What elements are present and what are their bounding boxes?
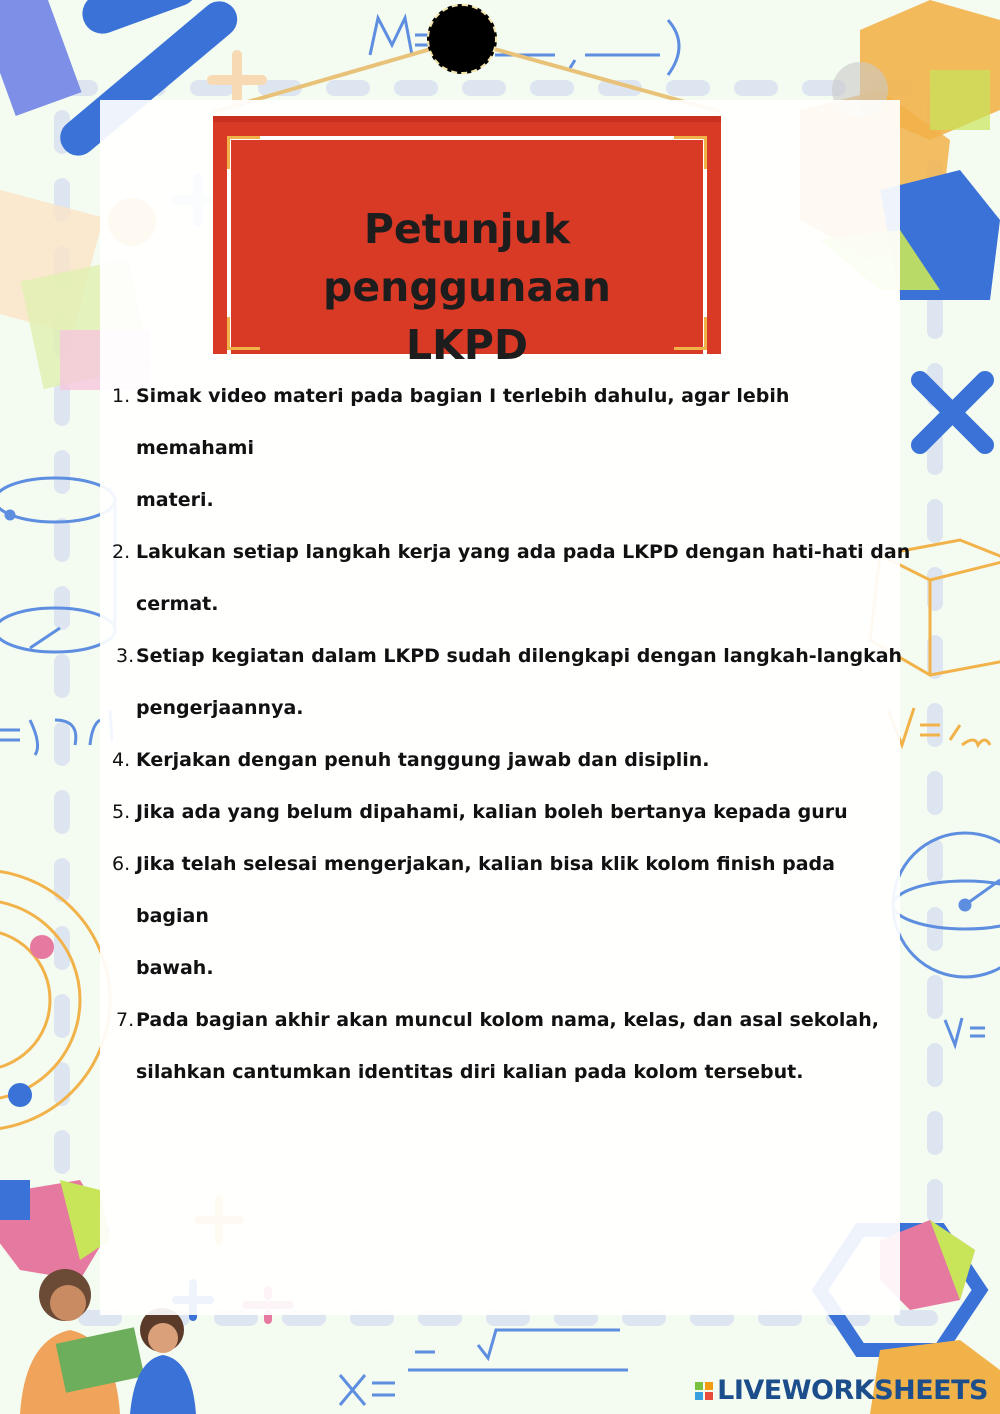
instruction-list [112, 370, 912, 1098]
mark-square-orange [705, 1382, 713, 1390]
instruction-text-continued: cermat. [136, 593, 219, 615]
instruction-text-continued: bawah. [136, 957, 214, 979]
instruction-number: 5. [112, 801, 131, 823]
instruction-text: Lakukan setiap langkah kerja yang ada pada LKPD dengan hati-hati dan [136, 541, 911, 563]
page-title-line-1: Petunjuk penggunaan [323, 205, 611, 311]
instruction-number: 1. [112, 385, 131, 407]
instruction-number: 6. [112, 853, 131, 875]
instruction-text: Kerjakan dengan penuh tanggung jawab dan disiplin. [136, 749, 710, 771]
instruction-number: 4. [112, 749, 131, 771]
liveworksheets-mark-icon [695, 1382, 713, 1400]
instruction-number: 3. [116, 645, 135, 667]
corner-bracket-icon [674, 136, 707, 169]
instruction-text: Simak video materi pada bagian I terlebih dahulu, agar lebih memahami [136, 385, 790, 459]
liveworksheets-logo[interactable] [695, 1375, 988, 1406]
instruction-item-5 [112, 786, 912, 838]
corner-bracket-icon [227, 136, 260, 169]
instruction-item-4 [112, 734, 912, 786]
instruction-text-continued: silahkan cantumkan identitas diri kalian pada kolom tersebut. [136, 1061, 804, 1083]
midpoint-formula-icon [370, 18, 679, 75]
title-banner [213, 116, 721, 369]
instruction-number: 2. [112, 541, 131, 563]
instruction-text: Jika telah selesai mengerjakan, kalian bisa klik kolom finish pada bagian [136, 853, 835, 927]
instruction-text: Pada bagian akhir akan muncul kolom nama, kelas, dan asal sekolah, [136, 1009, 879, 1031]
banner-pin-icon [427, 4, 497, 74]
mark-square-red [705, 1392, 713, 1400]
instruction-number: 7. [116, 1009, 135, 1031]
instruction-item-2 [112, 526, 912, 630]
page-title [213, 200, 721, 374]
instruction-text: Setiap kegiatan dalam LKPD sudah dilengkapi dengan langkah-langkah [136, 645, 903, 667]
page-title-line-2: LKPD [406, 321, 528, 369]
instruction-item-1 [112, 370, 912, 526]
instruction-item-7 [112, 994, 912, 1098]
instruction-text-continued: materi. [136, 489, 214, 511]
instruction-text-continued: pengerjaannya. [136, 697, 304, 719]
liveworksheets-wordmark: LIVEWORKSHEETS [717, 1375, 988, 1406]
instruction-item-6 [112, 838, 912, 994]
mark-square-green [695, 1382, 703, 1390]
instruction-text: Jika ada yang belum dipahami, kalian boleh bertanya kepada guru [136, 801, 848, 823]
instruction-item-3 [112, 630, 912, 734]
mark-square-blue [695, 1392, 703, 1400]
quadratic-formula-icon [340, 1330, 628, 1405]
